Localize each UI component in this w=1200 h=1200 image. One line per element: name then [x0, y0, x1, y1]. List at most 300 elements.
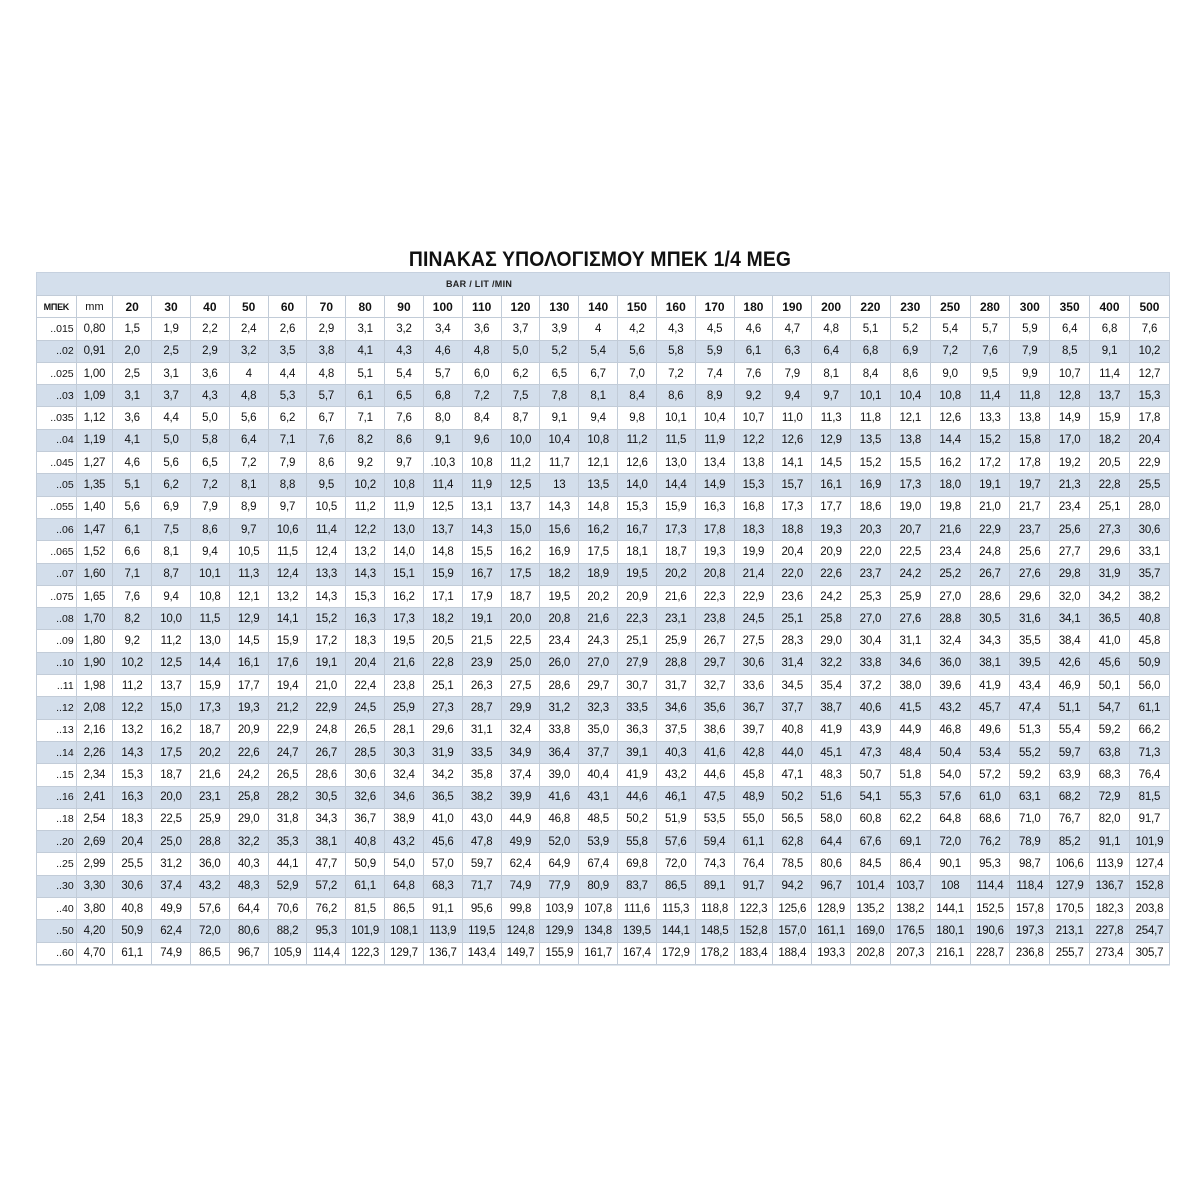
flow-value-cell: 31,8	[268, 808, 307, 830]
flow-value-cell: 8,7	[501, 407, 540, 429]
flow-value-cell: 12,5	[501, 474, 540, 496]
flow-value-cell: 7,6	[734, 362, 773, 384]
flow-value-cell: 33,6	[734, 675, 773, 697]
flow-value-cell: 167,4	[618, 942, 657, 964]
flow-value-cell: 20,9	[229, 719, 268, 741]
flow-value-cell: 13,0	[385, 518, 424, 540]
flow-value-cell: 14,1	[773, 452, 812, 474]
flow-value-cell: 43,2	[385, 831, 424, 853]
flow-value-cell: 31,1	[462, 719, 501, 741]
flow-value-cell: 4	[579, 318, 618, 340]
flow-value-cell: 255,7	[1050, 942, 1090, 964]
flow-value-cell: 27,5	[501, 675, 540, 697]
flow-value-cell: 27,3	[1090, 518, 1130, 540]
flow-value-cell: 15,9	[656, 496, 695, 518]
flow-value-cell: 13,5	[851, 429, 891, 451]
flow-value-cell: 22,4	[346, 675, 385, 697]
flow-value-cell: 12,5	[423, 496, 462, 518]
flow-value-cell: 15,9	[190, 675, 229, 697]
flow-value-cell: 42,8	[734, 741, 773, 763]
flow-value-cell: 178,2	[695, 942, 734, 964]
nozzle-size-cell: ..12	[37, 697, 77, 719]
flow-value-cell: 28,8	[656, 652, 695, 674]
flow-value-cell: 34,2	[1090, 585, 1130, 607]
flow-value-cell: 136,7	[423, 942, 462, 964]
orifice-mm-cell: 4,70	[76, 942, 113, 964]
flow-value-cell: 122,3	[346, 942, 385, 964]
flow-value-cell: 25,9	[656, 630, 695, 652]
table-row	[37, 407, 1170, 429]
flow-value-cell: 38,1	[970, 652, 1010, 674]
flow-value-cell: 176,5	[890, 920, 930, 942]
flow-value-cell: 32,0	[1050, 585, 1090, 607]
flow-value-cell: 29,6	[1090, 541, 1130, 563]
flow-value-cell: 45,8	[734, 764, 773, 786]
flow-value-cell: 59,2	[1010, 764, 1050, 786]
flow-value-cell: 69,1	[890, 831, 930, 853]
flow-value-cell: 7,1	[268, 429, 307, 451]
flow-value-cell: 76,4	[734, 853, 773, 875]
flow-value-cell: 7,9	[1010, 340, 1050, 362]
flow-value-cell: 122,3	[734, 898, 773, 920]
flow-value-cell: 9,7	[812, 385, 851, 407]
mm-column-header: mm	[76, 296, 113, 318]
flow-value-cell: 20,9	[618, 585, 657, 607]
flow-value-cell: 25,3	[851, 585, 891, 607]
flow-value-cell: 3,7	[501, 318, 540, 340]
flow-value-cell: 11,3	[229, 563, 268, 585]
flow-value-cell: 22,6	[229, 741, 268, 763]
flow-value-cell: 48,3	[229, 875, 268, 897]
flow-value-cell: 62,4	[501, 853, 540, 875]
flow-value-cell: 11,2	[346, 496, 385, 518]
flow-value-cell: 28,6	[970, 585, 1010, 607]
flow-value-cell: 32,6	[346, 786, 385, 808]
flow-value-cell: 43,9	[851, 719, 891, 741]
flow-value-cell: 34,6	[656, 697, 695, 719]
flow-value-cell: 2,9	[190, 340, 229, 362]
flow-value-cell: 4	[229, 362, 268, 384]
flow-value-cell: 18,2	[540, 563, 579, 585]
flow-value-cell: 3,2	[229, 340, 268, 362]
flow-value-cell: 15,2	[307, 608, 346, 630]
flow-value-cell: 5,0	[190, 407, 229, 429]
flow-value-cell: 113,9	[1090, 853, 1130, 875]
flow-value-cell: 88,2	[268, 920, 307, 942]
flow-value-cell: 86,5	[656, 875, 695, 897]
nozzle-size-cell: ..065	[37, 541, 77, 563]
orifice-mm-cell: 1,47	[76, 518, 113, 540]
flow-value-cell: 21,6	[190, 764, 229, 786]
flow-value-cell: 19,1	[307, 652, 346, 674]
table-row	[37, 652, 1170, 674]
flow-value-cell: 48,5	[579, 808, 618, 830]
flow-value-cell: 3,1	[152, 362, 191, 384]
flow-value-cell: 17,0	[1050, 429, 1090, 451]
flow-value-cell: 8,6	[890, 362, 930, 384]
flow-value-cell: 7,5	[501, 385, 540, 407]
flow-value-cell: 1,9	[152, 318, 191, 340]
flow-value-cell: 24,2	[812, 585, 851, 607]
flow-value-cell: 14,9	[695, 474, 734, 496]
flow-value-cell: 55,8	[618, 831, 657, 853]
flow-value-cell: 127,4	[1129, 853, 1169, 875]
table-row	[37, 808, 1170, 830]
flow-value-cell: 39,7	[734, 719, 773, 741]
flow-value-cell: 31,4	[773, 652, 812, 674]
orifice-mm-cell: 2,08	[76, 697, 113, 719]
flow-value-cell: 157,8	[1010, 898, 1050, 920]
flow-value-cell: 144,1	[656, 920, 695, 942]
orifice-mm-cell: 1,52	[76, 541, 113, 563]
flow-value-cell: 78,9	[1010, 831, 1050, 853]
flow-value-cell: 21,5	[462, 630, 501, 652]
flow-value-cell: 37,5	[656, 719, 695, 741]
flow-value-cell: 29,7	[695, 652, 734, 674]
flow-value-cell: 136,7	[1090, 875, 1130, 897]
flow-value-cell: 16,1	[812, 474, 851, 496]
flow-value-cell: 18,7	[656, 541, 695, 563]
flow-value-cell: 9,2	[113, 630, 152, 652]
flow-value-cell: 8,4	[851, 362, 891, 384]
nozzle-size-cell: ..30	[37, 875, 77, 897]
pressure-column-header: 60	[268, 296, 307, 318]
flow-value-cell: 9,1	[540, 407, 579, 429]
flow-value-cell: 50,4	[930, 741, 970, 763]
flow-value-cell: 3,4	[423, 318, 462, 340]
flow-value-cell: 101,9	[1129, 831, 1169, 853]
flow-value-cell: 39,9	[501, 786, 540, 808]
pressure-column-header: 220	[851, 296, 891, 318]
nozzle-size-cell: ..25	[37, 853, 77, 875]
flow-value-cell: 28,8	[930, 608, 970, 630]
flow-value-cell: 9,9	[1010, 362, 1050, 384]
flow-value-cell: 13,8	[734, 452, 773, 474]
nozzle-size-cell: ..02	[37, 340, 77, 362]
table-row	[37, 518, 1170, 540]
flow-value-cell: 61,1	[734, 831, 773, 853]
orifice-mm-cell: 1,90	[76, 652, 113, 674]
flow-value-cell: 20,3	[851, 518, 891, 540]
flow-value-cell: 80,9	[579, 875, 618, 897]
flow-value-cell: 29,0	[229, 808, 268, 830]
flow-value-cell: 3,5	[268, 340, 307, 362]
unit-label: BAR / LIT /MIN	[446, 279, 513, 289]
table-row	[37, 719, 1170, 741]
table-row	[37, 764, 1170, 786]
flow-value-cell: 36,3	[618, 719, 657, 741]
flow-value-cell: 23,4	[540, 630, 579, 652]
flow-value-cell: 91,1	[423, 898, 462, 920]
flow-value-cell: 38,6	[695, 719, 734, 741]
table-row	[37, 630, 1170, 652]
flow-value-cell: 12,1	[579, 452, 618, 474]
flow-value-cell: 64,8	[385, 875, 424, 897]
flow-value-cell: 81,5	[1129, 786, 1169, 808]
flow-value-cell: 20,9	[812, 541, 851, 563]
pressure-column-header: 150	[618, 296, 657, 318]
flow-value-cell: 22,5	[890, 541, 930, 563]
flow-value-cell: 17,2	[970, 452, 1010, 474]
flow-value-cell: 10,1	[656, 407, 695, 429]
flow-value-cell: 61,1	[113, 942, 152, 964]
flow-value-cell: 12,2	[113, 697, 152, 719]
orifice-mm-cell: 1,19	[76, 429, 113, 451]
flow-value-cell: 38,0	[890, 675, 930, 697]
flow-value-cell: 9,7	[268, 496, 307, 518]
flow-value-cell: 29,9	[501, 697, 540, 719]
flow-value-cell: 4,2	[618, 318, 657, 340]
flow-value-cell: 101,9	[346, 920, 385, 942]
flow-value-cell: 118,8	[695, 898, 734, 920]
flow-value-cell: 4,4	[152, 407, 191, 429]
flow-value-cell: 28,6	[540, 675, 579, 697]
flow-value-cell: 106,6	[1050, 853, 1090, 875]
pressure-column-header: 120	[501, 296, 540, 318]
flow-value-cell: 31,2	[540, 697, 579, 719]
flow-value-cell: 16,9	[851, 474, 891, 496]
flow-value-cell: 28,8	[190, 831, 229, 853]
flow-value-cell: 40,8	[113, 898, 152, 920]
nozzle-size-cell: ..13	[37, 719, 77, 741]
pressure-column-header: 300	[1010, 296, 1050, 318]
flow-value-cell: 80,6	[229, 920, 268, 942]
flow-value-cell: 127,9	[1050, 875, 1090, 897]
flow-value-cell: 37,7	[579, 741, 618, 763]
flow-value-cell: 10,2	[1129, 340, 1169, 362]
flow-value-cell: 30,4	[851, 630, 891, 652]
table-row	[37, 362, 1170, 384]
flow-value-cell: 37,7	[773, 697, 812, 719]
flow-value-cell: 10,4	[540, 429, 579, 451]
flow-value-cell: 35,8	[462, 764, 501, 786]
flow-value-cell: 13,2	[268, 585, 307, 607]
flow-value-cell: 33,1	[1129, 541, 1169, 563]
flow-value-cell: 15,7	[773, 474, 812, 496]
flow-value-cell: 134,8	[579, 920, 618, 942]
orifice-mm-cell: 4,20	[76, 920, 113, 942]
flow-value-cell: 20,8	[540, 608, 579, 630]
flow-value-cell: 20,4	[113, 831, 152, 853]
orifice-mm-cell: 2,41	[76, 786, 113, 808]
flow-value-cell: 236,8	[1010, 942, 1050, 964]
flow-value-cell: 8,5	[1050, 340, 1090, 362]
flow-value-cell: 34,3	[307, 808, 346, 830]
flow-value-cell: 107,8	[579, 898, 618, 920]
flow-value-cell: 15,9	[268, 630, 307, 652]
table-row	[37, 318, 1170, 340]
table-row	[37, 875, 1170, 897]
flow-value-cell: 91,1	[1090, 831, 1130, 853]
flow-value-cell: 24,3	[579, 630, 618, 652]
flow-value-cell: 71,7	[462, 875, 501, 897]
flow-value-cell: 19,4	[268, 675, 307, 697]
flow-value-cell: 52,0	[540, 831, 579, 853]
flow-value-cell: 61,1	[1129, 697, 1169, 719]
flow-value-cell: 53,4	[970, 741, 1010, 763]
flow-value-cell: 14,8	[579, 496, 618, 518]
flow-value-cell: 2,2	[190, 318, 229, 340]
flow-value-cell: 10,6	[268, 518, 307, 540]
flow-value-cell: 13,2	[113, 719, 152, 741]
flow-value-cell: 20,4	[773, 541, 812, 563]
pressure-column-header: 100	[423, 296, 462, 318]
flow-value-cell: 50,9	[113, 920, 152, 942]
flow-value-cell: 13,7	[423, 518, 462, 540]
flow-value-cell: 16,2	[501, 541, 540, 563]
flow-value-cell: 6,2	[501, 362, 540, 384]
flow-value-cell: 20,4	[1129, 429, 1169, 451]
flow-value-cell: 4,8	[229, 385, 268, 407]
flow-value-cell: 14,0	[618, 474, 657, 496]
flow-value-cell: 9,2	[734, 385, 773, 407]
flow-value-cell: 25,1	[1090, 496, 1130, 518]
flow-value-cell: 69,8	[618, 853, 657, 875]
flow-value-cell: 10,2	[113, 652, 152, 674]
flow-value-cell: 22,5	[152, 808, 191, 830]
nozzle-size-cell: ..03	[37, 385, 77, 407]
orifice-mm-cell: 1,70	[76, 608, 113, 630]
flow-value-cell: 19,3	[229, 697, 268, 719]
flow-value-cell: 273,4	[1090, 942, 1130, 964]
flow-value-cell: 129,9	[540, 920, 579, 942]
flow-value-cell: 30,3	[385, 741, 424, 763]
pressure-column-header: 50	[229, 296, 268, 318]
flow-value-cell: 170,5	[1050, 898, 1090, 920]
flow-value-cell: 135,2	[851, 898, 891, 920]
nozzle-size-cell: ..075	[37, 585, 77, 607]
flow-value-cell: 17,5	[579, 541, 618, 563]
flow-value-cell: 9,5	[307, 474, 346, 496]
flow-value-cell: 60,8	[851, 808, 891, 830]
flow-value-cell: 11,3	[812, 407, 851, 429]
flow-value-cell: 19,5	[540, 585, 579, 607]
flow-value-cell: 25,0	[501, 652, 540, 674]
nozzle-flow-table	[36, 295, 1170, 965]
table-row	[37, 385, 1170, 407]
pressure-column-header: 230	[890, 296, 930, 318]
flow-value-cell: 8,2	[346, 429, 385, 451]
flow-value-cell: 41,5	[890, 697, 930, 719]
flow-value-cell: 6,9	[890, 340, 930, 362]
flow-value-cell: 31,9	[1090, 563, 1130, 585]
flow-value-cell: 7,9	[268, 452, 307, 474]
flow-value-cell: 16,3	[346, 608, 385, 630]
table-row	[37, 853, 1170, 875]
orifice-mm-cell: 1,27	[76, 452, 113, 474]
flow-value-cell: 6,5	[190, 452, 229, 474]
flow-value-cell: 45,6	[423, 831, 462, 853]
pressure-column-header: 160	[656, 296, 695, 318]
flow-value-cell: 22,9	[970, 518, 1010, 540]
pressure-column-header: 70	[307, 296, 346, 318]
flow-value-cell: 11,8	[851, 407, 891, 429]
flow-value-cell: 203,8	[1129, 898, 1169, 920]
flow-value-cell: 51,9	[656, 808, 695, 830]
pressure-column-header: 110	[462, 296, 501, 318]
flow-value-cell: 6,3	[773, 340, 812, 362]
flow-value-cell: 13,1	[462, 496, 501, 518]
flow-value-cell: 228,7	[970, 942, 1010, 964]
pressure-column-header: 20	[113, 296, 152, 318]
flow-value-cell: 40,8	[1129, 608, 1169, 630]
flow-value-cell: 95,6	[462, 898, 501, 920]
flow-value-cell: 8,6	[656, 385, 695, 407]
flow-value-cell: 41,0	[423, 808, 462, 830]
flow-value-cell: 5,6	[618, 340, 657, 362]
flow-value-cell: 10,0	[152, 608, 191, 630]
flow-value-cell: 45,1	[812, 741, 851, 763]
flow-value-cell: 5,8	[656, 340, 695, 362]
flow-value-cell: 14,3	[346, 563, 385, 585]
flow-value-cell: 5,9	[1010, 318, 1050, 340]
flow-value-cell: 72,9	[1090, 786, 1130, 808]
flow-value-cell: 8,2	[113, 608, 152, 630]
flow-value-cell: 45,8	[1129, 630, 1169, 652]
flow-value-cell: 7,9	[190, 496, 229, 518]
flow-value-cell: .10,3	[423, 452, 462, 474]
flow-value-cell: 18,8	[773, 518, 812, 540]
flow-value-cell: 12,6	[930, 407, 970, 429]
flow-value-cell: 13	[540, 474, 579, 496]
flow-value-cell: 40,3	[656, 741, 695, 763]
flow-value-cell: 4,7	[773, 318, 812, 340]
flow-value-cell: 2,0	[113, 340, 152, 362]
flow-value-cell: 18,6	[851, 496, 891, 518]
flow-value-cell: 22,8	[423, 652, 462, 674]
flow-value-cell: 57,0	[423, 853, 462, 875]
flow-value-cell: 22,6	[812, 563, 851, 585]
flow-value-cell: 25,9	[385, 697, 424, 719]
flow-value-cell: 18,7	[501, 585, 540, 607]
flow-value-cell: 5,4	[930, 318, 970, 340]
flow-value-cell: 27,7	[1050, 541, 1090, 563]
flow-value-cell: 20,4	[346, 652, 385, 674]
flow-value-cell: 14,0	[385, 541, 424, 563]
flow-value-cell: 9,7	[385, 452, 424, 474]
flow-value-cell: 18,9	[579, 563, 618, 585]
flow-value-cell: 5,1	[851, 318, 891, 340]
flow-value-cell: 11,2	[113, 675, 152, 697]
flow-value-cell: 71,0	[1010, 808, 1050, 830]
flow-value-cell: 44,6	[695, 764, 734, 786]
flow-value-cell: 45,6	[1090, 652, 1130, 674]
flow-value-cell: 16,7	[618, 518, 657, 540]
flow-value-cell: 56,0	[1129, 675, 1169, 697]
flow-value-cell: 305,7	[1129, 942, 1169, 964]
flow-value-cell: 44,0	[773, 741, 812, 763]
flow-value-cell: 11,4	[307, 518, 346, 540]
flow-value-cell: 4,8	[307, 362, 346, 384]
flow-value-cell: 50,9	[346, 853, 385, 875]
flow-value-cell: 12,7	[1129, 362, 1169, 384]
flow-value-cell: 14,5	[229, 630, 268, 652]
flow-value-cell: 11,4	[970, 385, 1010, 407]
flow-value-cell: 10,4	[695, 407, 734, 429]
flow-value-cell: 26,7	[307, 741, 346, 763]
flow-value-cell: 19,0	[890, 496, 930, 518]
flow-value-cell: 24,5	[346, 697, 385, 719]
flow-value-cell: 16,3	[113, 786, 152, 808]
flow-value-cell: 15,8	[1010, 429, 1050, 451]
flow-value-cell: 16,8	[734, 496, 773, 518]
flow-value-cell: 17,9	[462, 585, 501, 607]
flow-value-cell: 9,4	[190, 541, 229, 563]
flow-value-cell: 22,9	[268, 719, 307, 741]
flow-value-cell: 254,7	[1129, 920, 1169, 942]
pressure-column-header: 250	[930, 296, 970, 318]
flow-value-cell: 8,6	[190, 518, 229, 540]
